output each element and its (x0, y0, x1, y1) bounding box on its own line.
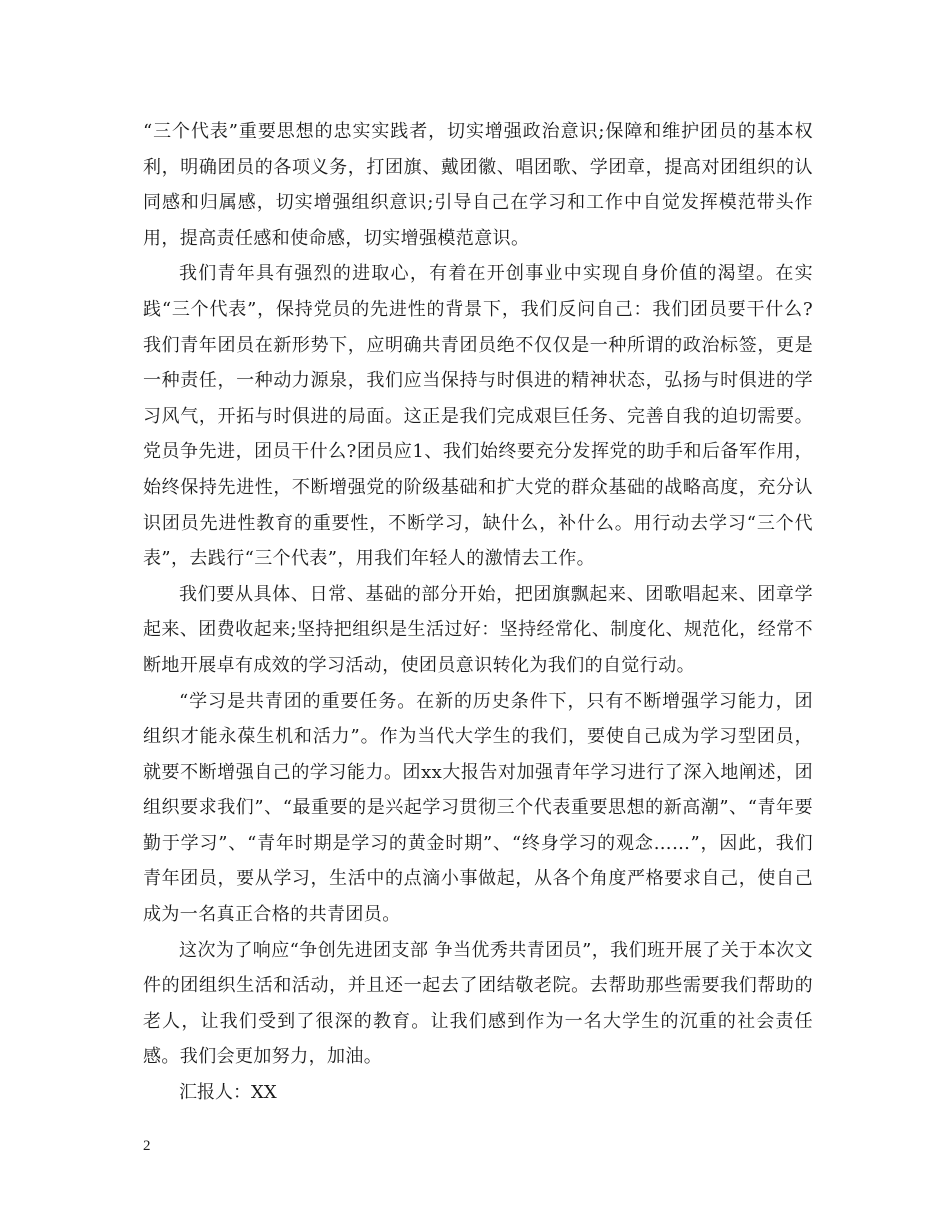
paragraph-4: “学习是共青团的重要任务。在新的历史条件下，只有不断增强学习能力，团组织才能永葆生机和活力”。作为当代大学生的我们，要使自己成为学习型团员，就要不断增强自己的学习能力。团xx大报告对加强青年学习进行了深入地阐述，团组织要求我们”、“最重要的是兴起学习贯彻三个代表重要思想的新高潮”、“青年要勤于学习”、“青年时期是学习的黄金时期”、“终身学习的观念……”，因此，我们青年团员，要从学习，生活中的点滴小事做起，从各个角度严格要求自己，使自己成为一名真正合格的共青团员。 (143, 690, 813, 926)
document-body (143, 114, 813, 1111)
page-number: 2 (143, 1138, 151, 1154)
paragraph-3: 我们要从具体、日常、基础的部分开始，把团旗飘起来、团歌唱起来、团章学起来、团费收起来;坚持把组织是生活过好：坚持经常化、制度化、规范化，经常不断地开展卓有成效的学习活动，使团员意识转化为我们的自觉行动。 (143, 583, 813, 676)
paragraph-2: 我们青年具有强烈的进取心，有着在开创事业中实现自身价值的渴望。在实践“三个代表”，保持党员的先进性的背景下，我们反问自己：我们团员要干什么?我们青年团员在新形势下，应明确共青团员绝不仅仅是一种所谓的政治标签，更是一种责任，一种动力源泉，我们应当保持与时俱进的精神状态，弘扬与时俱进的学习风气，开拓与时俱进的局面。这正是我们完成艰巨任务、完善自我的迫切需要。党员争先进，团员干什么?团员应1、我们始终要充分发挥党的助手和后备军作用，始终保持先进性，不断增强党的阶级基础和扩大党的群众基础的战略高度，充分认识团员先进性教育的重要性，不断学习，缺什么，补什么。用行动去学习“三个代表”，去践行“三个代表”，用我们年轻人的激情去工作。 (143, 263, 813, 570)
signature-line: 汇报人：XX (179, 1082, 277, 1104)
paragraph-1: “三个代表”重要思想的忠实实践者，切实增强政治意识;保障和维护团员的基本权利，明确团员的各项义务，打团旗、戴团徽、唱团歌、学团章，提高对团组织的认同感和归属感，切实增强组织意识;引导自己在学习和工作中自觉发挥模范带头作用，提高责任感和使命感，切实增强模范意识。 (143, 121, 813, 249)
paragraph-5: 这次为了响应“争创先进团支部 争当优秀共青团员”，我们班开展了关于本次文件的团组织生活和活动，并且还一起去了团结敬老院。去帮助那些需要我们帮助的老人，让我们受到了很深的教育。让我们感到作为一名大学生的沉重的社会责任感。我们会更加努力，加油。 (143, 939, 813, 1068)
